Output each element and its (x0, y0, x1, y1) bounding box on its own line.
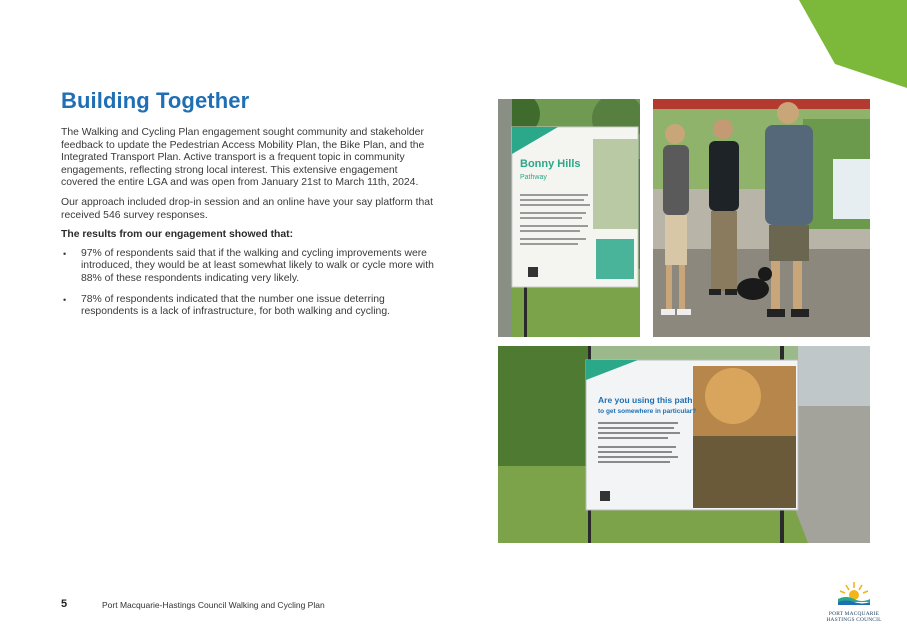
logo-line-1: PORT MACQUARIE (828, 611, 880, 617)
photo-drop-in-session (653, 99, 870, 337)
footer-document-title: Port Macquarie-Hastings Council Walking and Cycling Plan (102, 600, 325, 610)
results-heading: The results from our engagement showed that: (61, 229, 294, 241)
results-list (61, 248, 436, 319)
page-title: Building Together (61, 88, 250, 113)
body-text (61, 127, 436, 327)
sign2-heading: Are you using this path (598, 395, 693, 405)
result-item-2: • 78% of respondents indicated that the number one issue deterring respondents is a lack of infrastructure, for both walking and cycling. (61, 294, 436, 319)
photo-bonny-hills-sign (498, 99, 640, 337)
logo-line-2: HASTINGS COUNCIL (826, 617, 882, 623)
sign2-subheading: to get somewhere in particular? (598, 408, 697, 415)
intro-paragraph: The Walking and Cycling Plan engagement sought community and stakeholder feedback to update the Pedestrian Access Mobility Plan, the Bike Plan, and the Integrated Transport Plan. Active transport is a frequent topic in community engagements, reflecting strong local interest. This extensive engagement covered the entire LGA and was open from January 21st to March 11th, 2024. (61, 127, 425, 189)
sign1-heading: Bonny Hills (520, 158, 581, 170)
page-number: 5 (61, 598, 68, 610)
council-logo (826, 580, 882, 624)
result-item-1: • 97% of respondents said that if the walking and cycling improvements were introduced, they would be at least somewhat likely to walk or cycle more with 88% of these respondents indicating very likely. (61, 248, 436, 286)
sun-wave-icon (834, 580, 874, 606)
sign1-subheading: Pathway (520, 174, 547, 181)
photo-path-survey-sign (498, 346, 870, 543)
approach-paragraph: Our approach included drop-in session and an online have your say platform that received 546 survey responses. (61, 196, 433, 221)
green-corner-shape (797, 0, 907, 90)
